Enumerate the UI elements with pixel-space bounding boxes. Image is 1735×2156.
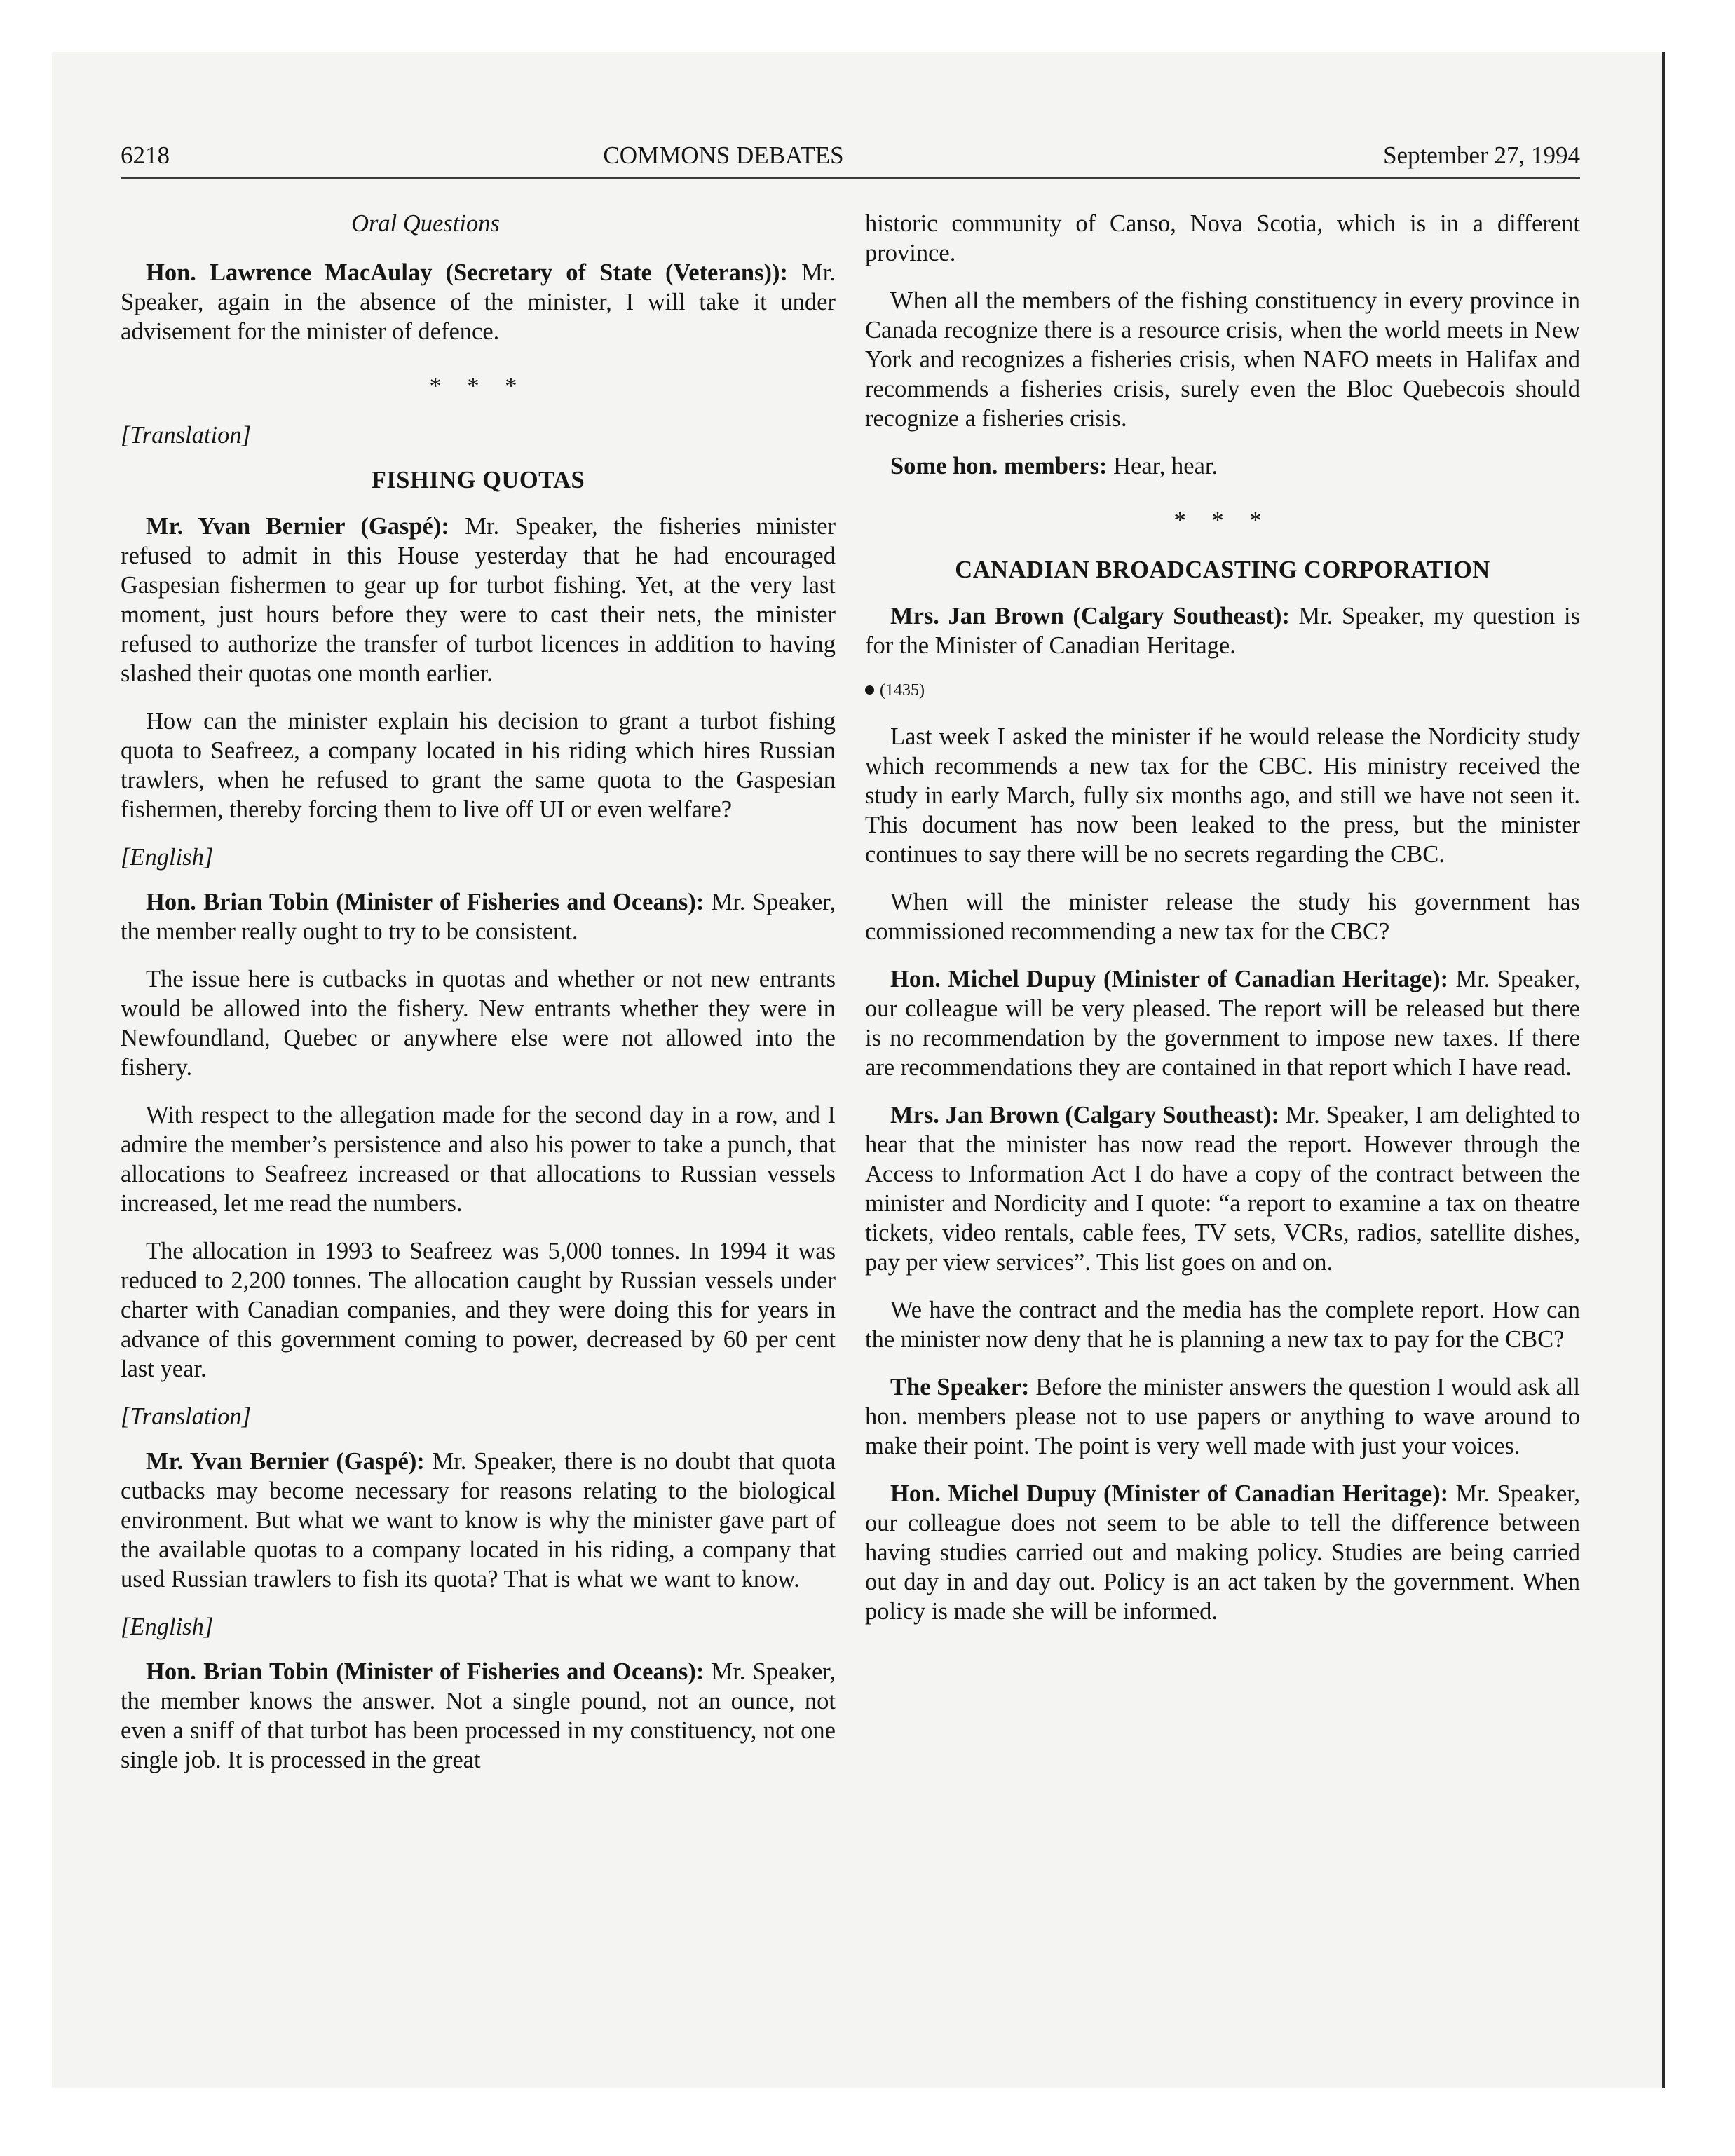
speaker-name: The Speaker: [890, 1374, 1030, 1400]
speech-text: Mr. Speaker, my question is for the Minister of Canadian Heritage. [865, 603, 1580, 659]
page-number: 6218 [121, 142, 170, 169]
publication-title: COMMONS DEBATES [603, 142, 844, 169]
paragraph [865, 601, 1580, 660]
paragraph [121, 887, 836, 946]
paragraph [121, 258, 836, 346]
speaker-name: Mrs. Jan Brown (Calgary Southeast): [890, 603, 1290, 629]
language-note: [Translation] [121, 422, 251, 449]
header-rule [121, 177, 1580, 179]
speaker-name: Mr. Yvan Bernier (Gaspé): [146, 1448, 425, 1475]
paragraph [865, 451, 1580, 481]
language-note: [English] [121, 1613, 214, 1640]
speaker-name: Hon. Brian Tobin (Minister of Fisheries and Oceans): [146, 1658, 705, 1685]
speech-text: Mr. Speaker, the member really ought to try to be consistent. [121, 889, 836, 945]
paragraph [121, 512, 836, 688]
speech-text: Before the minister answers the question I would ask all hon. members please not to use papers or anything to wave around to make their point. The point is very well made with just your voices. [865, 1374, 1580, 1459]
page-header [121, 137, 1580, 174]
topic-heading: FISHING QUOTAS [371, 467, 585, 493]
speech-text: Mr. Speaker, again in the absence of the minister, I will take it under advisement for the minister of defence. [121, 259, 836, 345]
paragraph: With respect to the allegation made for the second day in a row, and I admire the member’s persistence and also his power to take a punch, that allocations to Seafreez increased or that allocations to Russian vessels increased, let me read the numbers. [121, 1102, 836, 1217]
speech-text: Mr. Speaker, the fisheries minister refused to admit in this House yesterday that he had encouraged Gaspesian fishermen to gear up for turbot fishing. Yet, at the very last moment, just hours before they were to cast their nets, the minister refused to authorize the transfer of turbot licences in addition to having slashed their quotas one month earlier. [121, 513, 836, 687]
paragraph [865, 1100, 1580, 1277]
topic-heading: CANADIAN BROADCASTING CORPORATION [955, 557, 1490, 583]
speech-text: Mr. Speaker, our colleague will be very pleased. The report will be released but there is no recommendation by the government to impose new taxes. If there are recommendations they are contained in that report which I have read. [865, 966, 1580, 1081]
time-stamp: (1435) [880, 681, 925, 700]
paragraph: How can the minister explain his decision to grant a turbot fishing quota to Seafreez, a company located in his riding which hires Russian trawlers, when he refused to grant the same quota to the Gaspesian fishermen, thereby forcing them to live off UI or even welfare? [121, 708, 836, 823]
page-edge-shadow [1662, 52, 1665, 2088]
language-note: [English] [121, 844, 214, 871]
speaker-name: Hon. Brian Tobin (Minister of Fisheries and Oceans): [146, 889, 705, 915]
paragraph [865, 964, 1580, 1082]
right-column [865, 209, 1580, 1644]
speech-text: Hear, hear. [1107, 453, 1218, 479]
speaker-name: Hon. Michel Dupuy (Minister of Canadian Heritage): [890, 966, 1449, 992]
section-separator: * * * [1173, 507, 1272, 534]
speech-text: Mr. Speaker, our colleague does not seem to be able to tell the difference between having studies carried out and making policy. Studies are being carried out day in and day out. Policy is an act taken by the government. When policy is made she will be informed. [865, 1480, 1580, 1625]
paragraph [121, 1447, 836, 1594]
page-date: September 27, 1994 [1383, 142, 1580, 169]
speaker-name: Mrs. Jan Brown (Calgary Southeast): [890, 1102, 1279, 1128]
speech-text: Mr. Speaker, I am delighted to hear that the minister has now read the report. However through the Access to Information Act I do have a copy of the contract between the minister and Nordicity and I quote: “a report to examine a tax on theatre tickets, video rentals, cable fees, TV sets, VCRs, radios, satellite dishes, pay per view services”. This list goes on and on. [865, 1102, 1580, 1276]
paragraph [121, 1657, 836, 1775]
speech-text: Mr. Speaker, the member knows the answer. Not a single pound, not an ounce, not even a sniff of that turbot has been processed in my constituency, not one single job. It is processed in the great [121, 1658, 836, 1773]
paragraph [865, 1372, 1580, 1461]
paragraph-continued: historic community of Canso, Nova Scotia, which is in a different province. [865, 210, 1580, 266]
speaker-name: Hon. Michel Dupuy (Minister of Canadian Heritage): [890, 1480, 1449, 1507]
left-column [121, 209, 836, 1793]
paragraph: When will the minister release the study his government has commissioned recommending a new tax for the CBC? [865, 889, 1580, 945]
time-marker [865, 678, 1580, 702]
speaker-name: Mr. Yvan Bernier (Gaspé): [146, 513, 449, 540]
paragraph: Last week I asked the minister if he would release the Nordicity study which recommends a new tax for the CBC. His ministry received the study in early March, fully six months ago, and still we have not seen it. This document has now been leaked to the press, but the minister continues to say there will be no secrets regarding the CBC. [865, 723, 1580, 868]
paragraph: When all the members of the fishing constituency in every province in Canada recognize there is a resource crisis, when the world meets in New York and recognizes a fisheries crisis, when NAFO meets in Halifax and recommends a fisheries crisis, surely even the Bloc Quebecois should recognize a fisheries crisis. [865, 287, 1580, 432]
speaker-name: Hon. Lawrence MacAulay (Secretary of State (Veterans)): [146, 259, 788, 286]
paragraph [865, 1479, 1580, 1626]
language-note: [Translation] [121, 1403, 251, 1430]
paragraph: We have the contract and the media has the complete report. How can the minister now deny that he is planning a new tax to pay for the CBC? [865, 1297, 1580, 1353]
paragraph: The issue here is cutbacks in quotas and whether or not new entrants would be allowed into the fishery. New entrants whether they were in Newfoundland, Quebec or anywhere else were not allowed into the fishery. [121, 966, 836, 1081]
section-title: Oral Questions [351, 210, 500, 237]
paragraph: The allocation in 1993 to Seafreez was 5,000 tonnes. In 1994 it was reduced to 2,200 tonnes. The allocation caught by Russian vessels under charter with Canadian companies, and they were doing this for years in advance of this government coming to power, decreased by 60 per cent last year. [121, 1238, 836, 1382]
speaker-name: Some hon. members: [890, 453, 1108, 479]
speech-text: Mr. Speaker, there is no doubt that quota cutbacks may become necessary for reasons relating to the biological environment. But what we want to know is why the minister gave part of the available quotas to a company located in his riding, a company that used Russian trawlers to fish its quota? That is what we want to know. [121, 1448, 836, 1592]
section-separator: * * * [429, 373, 527, 400]
bullet-icon [865, 685, 874, 695]
